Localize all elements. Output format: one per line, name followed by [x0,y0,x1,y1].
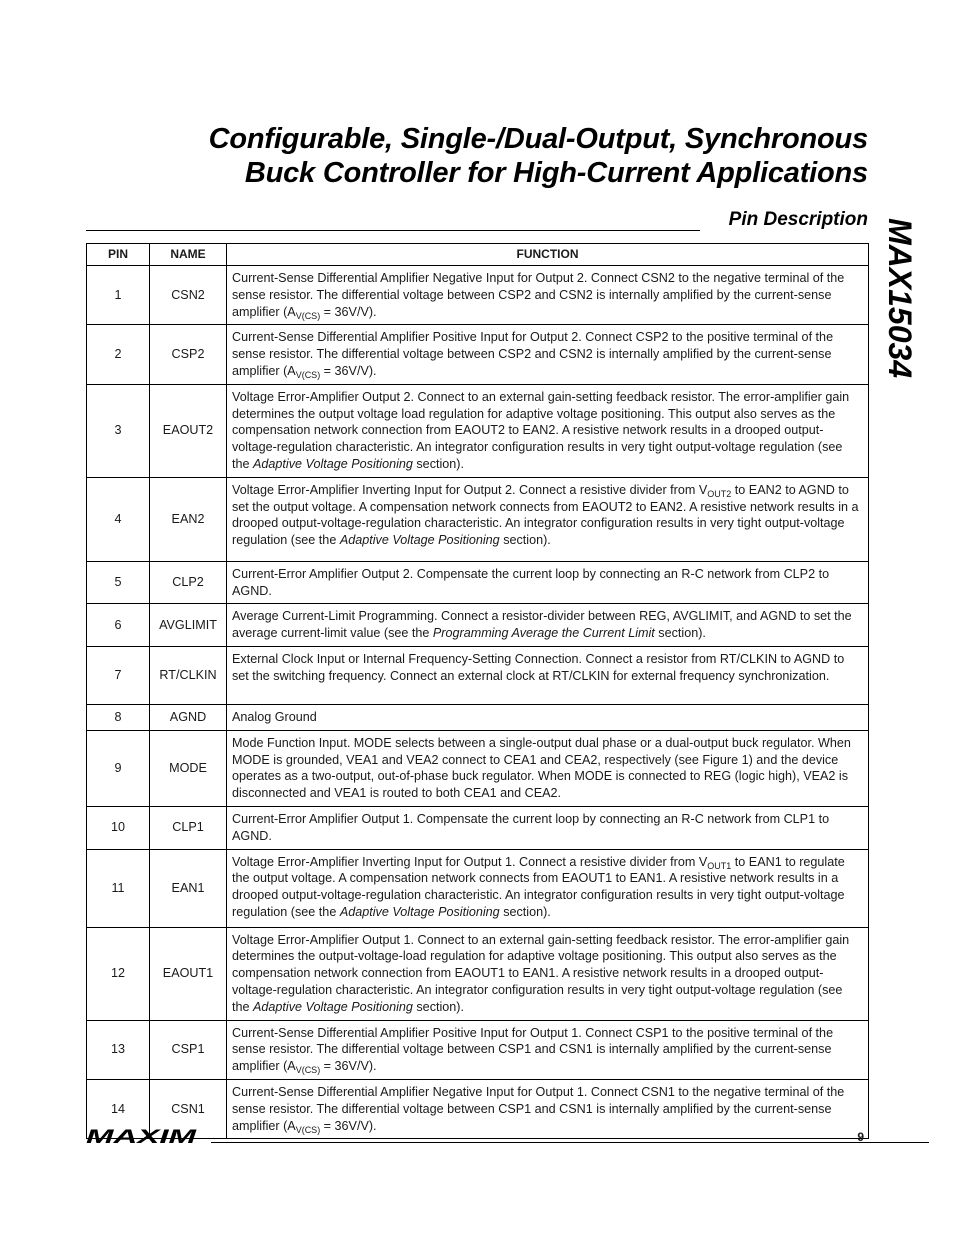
pin-name-cell: RT/CLKIN [150,646,227,704]
logo-text: MAXIM [86,1128,198,1146]
pin-name-cell: CLP2 [150,561,227,604]
section-title: Pin Description [728,209,868,230]
page-number: 9 [857,1130,864,1144]
pin-name-cell: EAOUT2 [150,384,227,477]
pin-description-table [86,243,869,1139]
pin-function-cell: Voltage Error-Amplifier Output 1. Connect to an external gain-setting feedback resistor. The error-amplifier gain determines the output-voltage-load regulation for adaptive voltage positioning. This output also serves as the compensation network connection from EAOUT1 to EAN1. A resistive network results in a drooped output-voltage-regulation characteristic. An integrator configuration results in very tight output-voltage regulation (see the Adaptive Voltage Positioning section). [227,927,869,1020]
pin-name-cell: CSP1 [150,1020,227,1079]
pin-function-cell: Current-Error Amplifier Output 2. Compensate the current loop by connecting an R-C network from CLP2 to AGND. [227,561,869,604]
pin-number-cell: 11 [87,849,150,927]
section-header [86,208,868,234]
section-rule [86,230,700,231]
pin-number-cell: 6 [87,604,150,647]
table-row [87,646,869,704]
table-row [87,806,869,849]
pin-number-cell: 12 [87,927,150,1020]
pin-number-cell: 7 [87,646,150,704]
table-row [87,266,869,325]
part-number-label: MAX15034 [882,218,918,379]
table-row [87,1020,869,1079]
pin-number-cell: 13 [87,1020,150,1079]
column-header-function: FUNCTION [227,244,869,266]
pin-function-cell: Voltage Error-Amplifier Output 2. Connect to an external gain-setting feedback resistor. The error-amplifier gain determines the output voltage load regulation for adaptive voltage positioning. This output also serves as the compensation network connection from EAOUT2 to EAN2. A resistive network results in a drooped output-voltage-regulation characteristic. An integrator configuration results in very tight output-voltage regulation (see the Adaptive Voltage Positioning section). [227,384,869,477]
pin-function-cell: Current-Sense Differential Amplifier Negative Input for Output 2. Connect CSN2 to the negative terminal of the sense resistor. The differential voltage between CSP2 and CSN2 is internally amplified by the current-sense amplifier $(A_{V(CS)} = 36V/V)$. [227,266,869,325]
table-row [87,927,869,1020]
pin-name-cell: AVGLIMIT [150,604,227,647]
pin-name-cell: CSN2 [150,266,227,325]
column-header-pin: PIN [87,244,150,266]
pin-number-cell: 14 [87,1079,150,1138]
pin-function-cell: External Clock Input or Internal Frequency-Setting Connection. Connect a resistor from RT/CLKIN to AGND to set the switching frequency. Connect an external clock at RT/CLKIN for external frequency synchronization. [227,646,869,704]
title-line-2: Buck Controller for High-Current Applications [244,157,868,189]
table-row [87,704,869,730]
pin-function-cell: Voltage Error-Amplifier Inverting Input for Output 1. Connect a resistive divider from $V_{OUT1}$ to EAN1 to regulate the output voltage. A compensation network connects from EAOUT1 to EAN1. A resistive network results in a drooped output-voltage-regulation characteristic. An integrator configuration results in very tight output-voltage regulation (see the Adaptive Voltage Positioning section). [227,849,869,927]
pin-function-cell: Current-Sense Differential Amplifier Negative Input for Output 1. Connect CSN1 to the negative terminal of the sense resistor. The differential voltage between CSP1 and CSN1 is internally amplified by the current-sense amplifier $(A_{V(CS)} = 36V/V)$. [227,1079,869,1138]
pin-number-cell: 3 [87,384,150,477]
maxim-logo [86,1128,198,1146]
title-line-1: Configurable, Single-/Dual-Output, Synchronous [208,123,868,155]
pin-name-cell: EAN1 [150,849,227,927]
pin-name-cell: AGND [150,704,227,730]
side-part-number [880,218,920,398]
pin-number-cell: 1 [87,266,150,325]
pin-function-cell: Current-Sense Differential Amplifier Positive Input for Output 1. Connect CSP1 to the positive terminal of the sense resistor. The differential voltage between CSP1 and CSN1 is internally amplified by the current-sense amplifier $(A_{V(CS)} = 36V/V)$. [227,1020,869,1079]
pin-function-cell: Average Current-Limit Programming. Connect a resistor-divider between REG, AVGLIMIT, and AGND to set the average current-limit value (see the Programming Average the Current Limit section). [227,604,869,647]
pin-number-cell: 10 [87,806,150,849]
table-row [87,477,869,561]
table-row [87,849,869,927]
pin-number-cell: 9 [87,730,150,806]
pin-name-cell: CSN1 [150,1079,227,1138]
table-row [87,730,869,806]
pin-number-cell: 4 [87,477,150,561]
footer-rule [211,1142,929,1143]
pin-function-cell: Current-Sense Differential Amplifier Positive Input for Output 2. Connect CSP2 to the positive terminal of the sense resistor. The differential voltage between CSP2 and CSN2 is internally amplified by the current-sense amplifier $(A_{V(CS)} = 36V/V)$. [227,325,869,384]
table-row [87,325,869,384]
pin-name-cell: CSP2 [150,325,227,384]
document-title [86,122,868,190]
pin-function-cell: Mode Function Input. MODE selects between a single-output dual phase or a dual-output buck regulator. When MODE is grounded, VEA1 and VEA2 connect to CEA1 and CEA2, respectively (see Figure 1) and the device operates as a two-output, out-of-phase buck regulator. When MODE is connected to REG (logic high), VEA2 is disconnected and VEA1 is routed to both CEA1 and CEA2. [227,730,869,806]
pin-name-cell: EAN2 [150,477,227,561]
table-row [87,384,869,477]
column-header-name: NAME [150,244,227,266]
pin-name-cell: MODE [150,730,227,806]
table-header-row [87,244,869,266]
pin-number-cell: 8 [87,704,150,730]
pin-number-cell: 5 [87,561,150,604]
pin-function-cell: Current-Error Amplifier Output 1. Compensate the current loop by connecting an R-C network from CLP1 to AGND. [227,806,869,849]
pin-function-cell: Voltage Error-Amplifier Inverting Input for Output 2. Connect a resistive divider from $V_{OUT2}$ to EAN2 to AGND to set the output voltage. A compensation network connects from EAOUT2 to EAN2. A resistive network results in a drooped output-voltage-regulation characteristic. An integrator configuration results in very tight output-voltage regulation (see the Adaptive Voltage Positioning section). [227,477,869,561]
pin-name-cell: CLP1 [150,806,227,849]
pin-function-cell: Analog Ground [227,704,869,730]
pin-name-cell: EAOUT1 [150,927,227,1020]
table-row [87,561,869,604]
table-body [87,266,869,1139]
pin-number-cell: 2 [87,325,150,384]
table-row [87,604,869,647]
page-footer [86,1128,868,1150]
